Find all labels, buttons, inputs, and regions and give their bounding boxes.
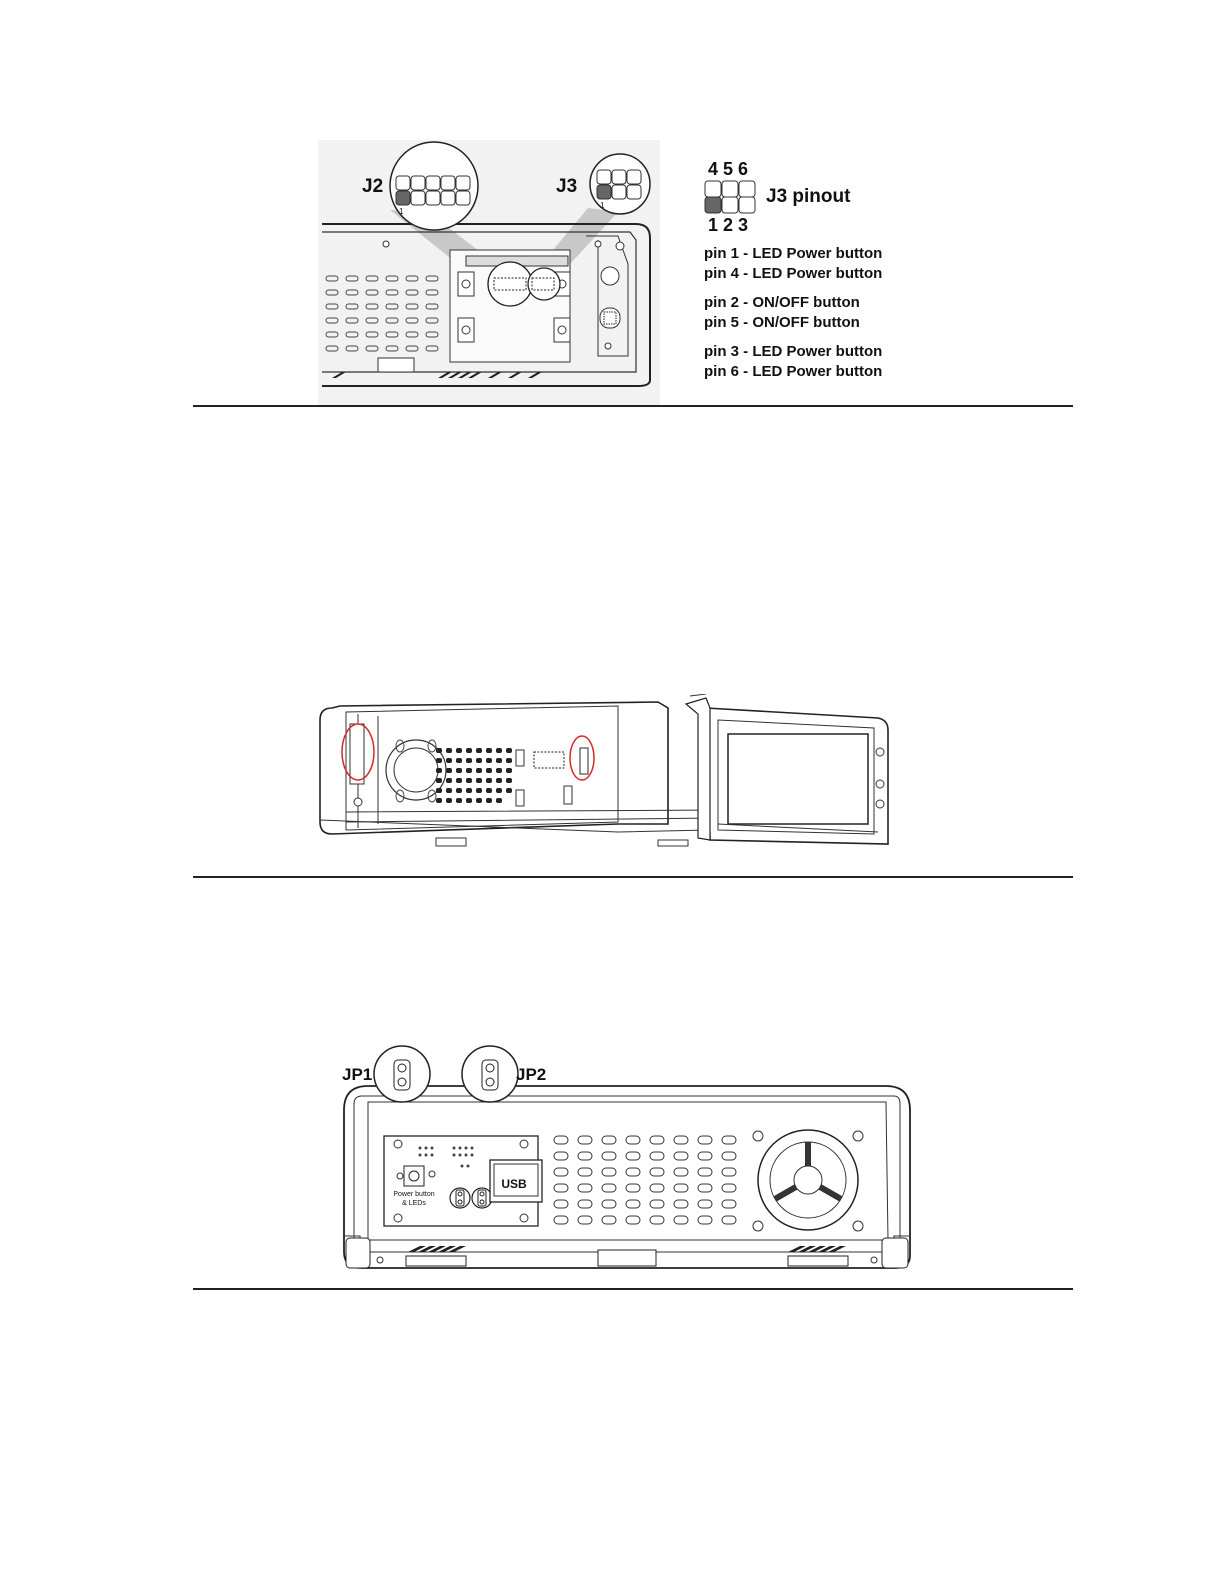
j3-label: J3 [556,176,578,197]
j3-pinout-legend [704,158,934,391]
pin-2-desc: pin 2 - ON/OFF button [704,294,860,311]
pin-6-desc: pin 6 - LED Power button [704,363,883,380]
divider-2 [193,876,1073,878]
pin-1-desc: pin 1 - LED Power button [704,245,883,262]
jp2-label: JP2 [516,1065,547,1084]
chassis-top-view-drawing [318,140,660,406]
figure-jp1-jp2-jumpers [338,1040,916,1272]
power-button-label-1: Power button [393,1191,435,1198]
divider-3 [193,1288,1073,1290]
pin-group-led-1 [704,244,934,284]
j3-pinout-header-icon [704,180,756,214]
pin-3-desc: pin 3 - LED Power button [704,343,883,360]
power-button-label-2: & LEDs [402,1200,426,1207]
pin-5-desc: pin 5 - ON/OFF button [704,314,860,331]
pin-group-led-2 [704,342,934,382]
pin-group-onoff [704,293,934,333]
pinout-bottom-numbers: 1 2 3 [708,215,749,235]
figure-chassis-open [318,694,892,852]
figure-j2-j3-connectors [318,140,660,406]
chassis-open-drawing [318,694,892,852]
divider-1 [193,405,1073,407]
j2-label: J2 [362,176,384,197]
usb-label: USB [501,1177,527,1191]
jp1-label: JP1 [342,1065,373,1084]
pin-4-desc: pin 4 - LED Power button [704,265,883,282]
j3-pin1-marker: 1 [600,201,605,210]
pinout-title: J3 pinout [766,186,851,207]
chassis-front-view-drawing [338,1040,916,1272]
j2-pin1-marker: 1 [399,207,404,216]
pinout-top-numbers: 4 5 6 [708,159,749,179]
